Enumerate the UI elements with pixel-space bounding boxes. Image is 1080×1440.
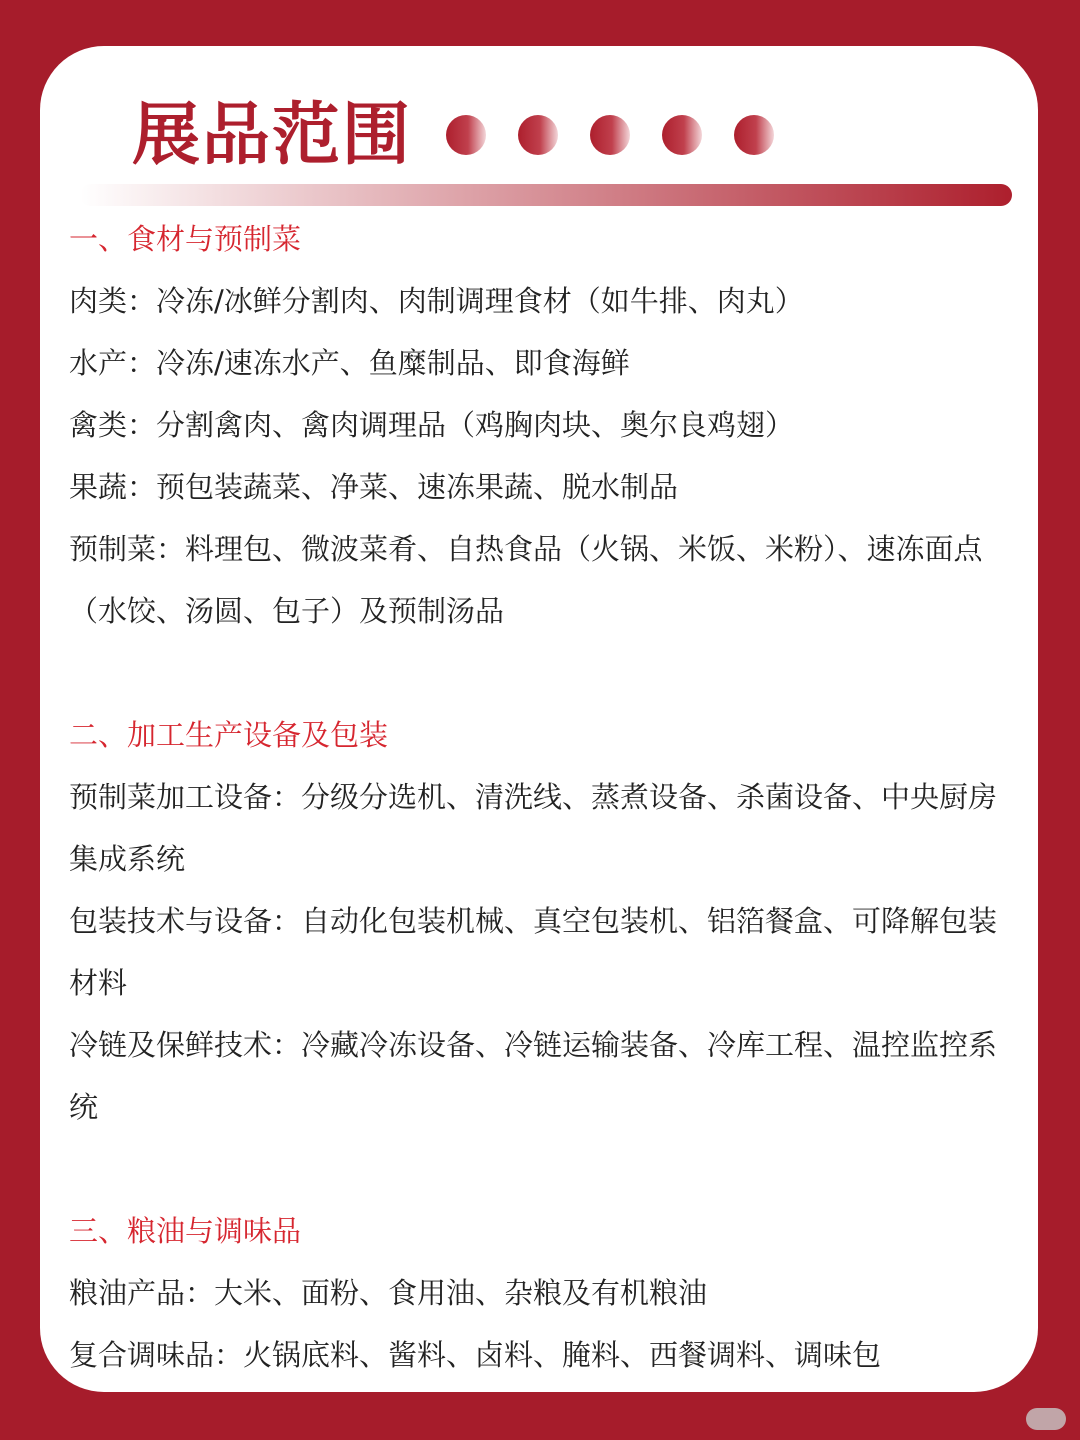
section-title: 一、食材与预制菜 — [69, 222, 302, 256]
list-item: 预制菜：料理包、微波菜肴、自热食品（火锅、米饭、米粉）、速冻面点（水饺、汤圆、包子）及预制汤品 — [69, 532, 983, 628]
title-row — [132, 90, 806, 180]
section-grain-seasoning — [69, 1200, 1013, 1386]
section-title: 二、加工生产设备及包装 — [69, 718, 389, 752]
title-underline-bar — [80, 184, 1012, 206]
page-title: 展品范围 — [132, 95, 413, 175]
list-item: 水产：冷冻/速冻水产、鱼糜制品、即食海鲜 — [69, 346, 630, 380]
section-spacer — [69, 1138, 1013, 1200]
list-item: 禽类：分割禽肉、禽肉调理品（鸡胸肉块、奥尔良鸡翅） — [69, 408, 795, 442]
decorative-dots — [446, 115, 806, 155]
content-body — [69, 208, 1013, 1386]
watermark-icon — [1026, 1408, 1066, 1430]
dot-icon — [662, 115, 702, 155]
list-item: 肉类：冷冻/冰鲜分割肉、肉制调理食材（如牛排、肉丸） — [69, 284, 804, 318]
list-item: 复合调味品：火锅底料、酱料、卤料、腌料、西餐调料、调味包 — [69, 1338, 882, 1372]
dot-icon — [518, 115, 558, 155]
content-card — [40, 46, 1038, 1392]
section-title: 三、粮油与调味品 — [69, 1214, 302, 1248]
dot-icon — [590, 115, 630, 155]
list-item: 粮油产品：大米、面粉、食用油、杂粮及有机粮油 — [69, 1276, 708, 1310]
list-item: 预制菜加工设备：分级分选机、清洗线、蒸煮设备、杀菌设备、中央厨房集成系统 — [69, 780, 998, 876]
dot-icon — [734, 115, 774, 155]
section-ingredients — [69, 208, 1013, 642]
section-spacer — [69, 642, 1013, 704]
list-item: 包装技术与设备：自动化包装机械、真空包装机、铝箔餐盒、可降解包装材料 — [69, 904, 998, 1000]
dot-icon — [446, 115, 486, 155]
section-equipment — [69, 704, 1013, 1138]
list-item: 冷链及保鲜技术：冷藏冷冻设备、冷链运输装备、冷库工程、温控监控系统 — [69, 1028, 998, 1124]
list-item: 果蔬：预包装蔬菜、净菜、速冻果蔬、脱水制品 — [69, 470, 679, 504]
